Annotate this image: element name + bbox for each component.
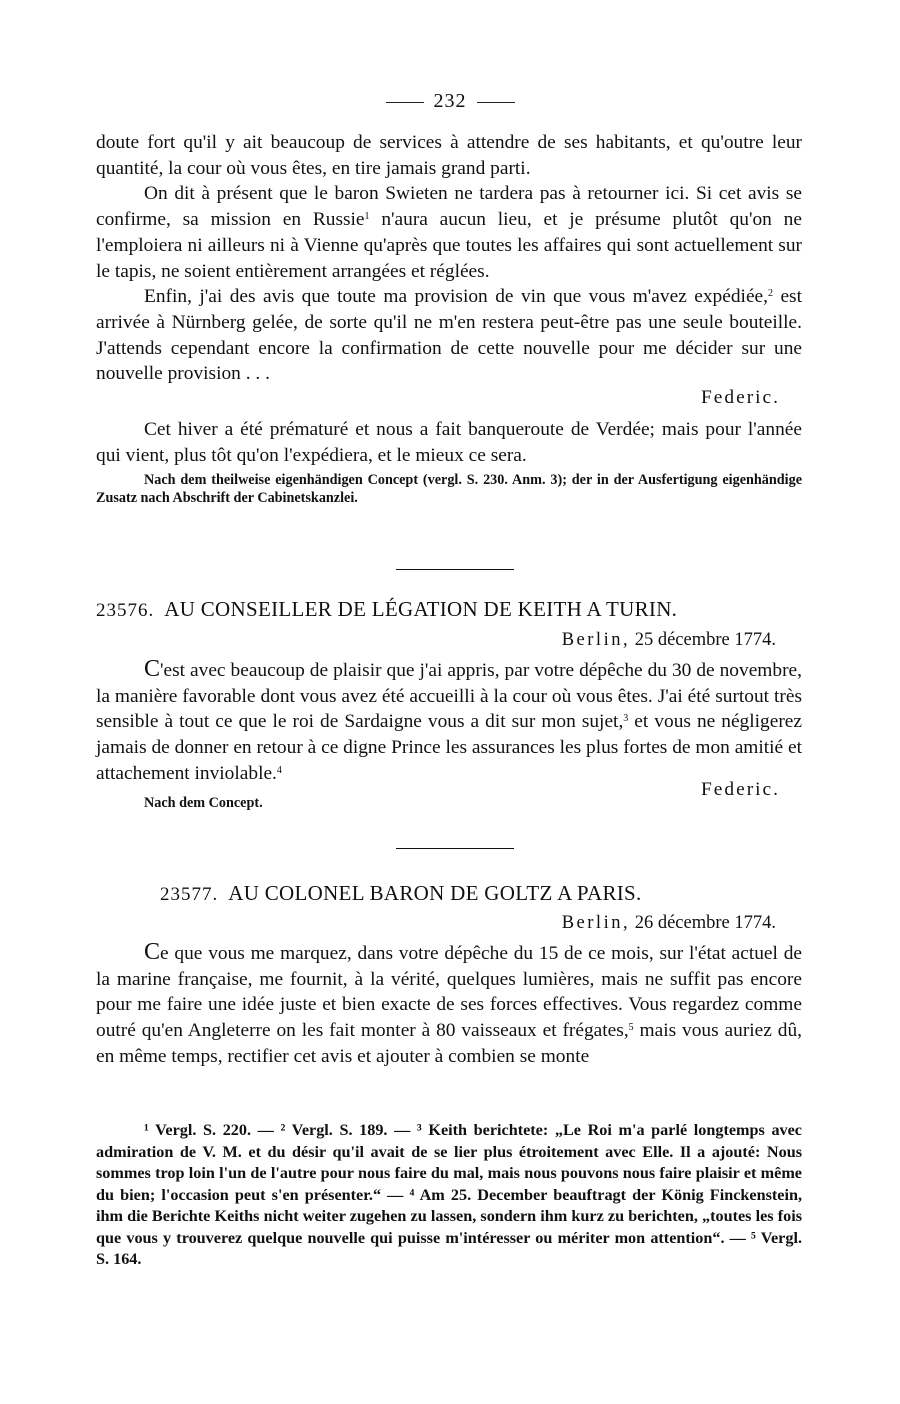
letter-text-b: et vous ne négligerez jamais de donner en retour à ce digne Prince les assurances les plus fortes de mon amitié et attachement inviolable. (96, 711, 803, 784)
initial-letter: C (144, 939, 161, 965)
footnote-ref-5: 5 (628, 1022, 634, 1034)
footnote-ref-2: 2 (768, 288, 773, 300)
postscript: Cet hiver a été prématuré et nous a fait banqueroute de Verdée; mais pour l'année qui vient, plus tôt qu'on l'expédiera, et le mieux ce sera. (96, 419, 802, 466)
letter-place: Berlin, (561, 630, 631, 650)
page-number (0, 90, 900, 113)
continuation-paragraph-1: doute fort qu'il y ait beaucoup de services à attendre de ses habitants, et qu'outre leur quantité, la cour où vous êtes, en tire jamais grand parti. (96, 132, 802, 179)
paragraph-2-text-b: n'aura aucun lieu, et je présume plutôt qu'on ne l'emploiera ni ailleurs ni à Vienne qu'après que toutes les affaires qui sont actuellement sur le tapis, ne soient entièrement arrangées et réglées. (96, 209, 802, 282)
letter-place: Berlin, (561, 913, 631, 933)
letter-heading-23576 (96, 597, 677, 622)
letter-text-a: e que vous me marquez, dans votre dépêche du 15 de ce mois, sur l'état actuel de la marine française, me fournit, à la vérité, quelques lumières, mais ne suffit pas encore pour me faire une idée juste et bien exacte de ses forces effectives. Vous regardez comme outré qu'en Angleterre on les fait monter à 80 vaisseaux et frégates, (96, 943, 802, 1042)
letter-paragraph (96, 940, 802, 1070)
paragraph-3-text-b: est arrivée à Nürnberg gelée, de sorte qu'il ne m'en restera peut-être pas une seule bouteille. J'attends cependant encore la confirmation de cette nouvelle pour me décider sur une nouvelle provision . . . (96, 286, 802, 385)
footnotes-text: ¹ Vergl. S. 220. — ² Vergl. S. 189. — ³ Keith berichtete: „Le Roi m'a parlé longtemps avec admiration de V. M. et du désir qu'il avait de se lier plus étroitement avec Elle. Il a ajouté: Nous sommes trop loin l'un de l'autre pour nous faire du mal, mais nous pouvons nous faire plaisir et même du bien; l'occasion peut s'en présenter.“ — ⁴ Am 25. December beauftragt der König Finckenstein, ihm die Berichte Keiths nicht weiter zugehen zu lassen, sondern ihm kurz zu berichten, „toutes les fois que vous y trouverez quelque nouvelle qui puisse m'intéresser ou mériter mon attention“. — ⁵ Vergl. S. 164. (96, 1121, 802, 1268)
section-divider (396, 569, 514, 570)
letter-text-b: mais vous auriez dû, en même temps, rectifier cet avis et ajouter à combien se monte (96, 1020, 802, 1067)
paragraph-3-text-a: Enfin, j'ai des avis que toute ma provision de vin que vous m'avez expédiée, (144, 286, 768, 308)
letter-number: 23576. (96, 600, 155, 621)
continuation-block (96, 130, 802, 507)
footnotes (96, 1120, 802, 1271)
letter-paragraph (96, 657, 802, 787)
page-number-dash-left (386, 102, 424, 103)
page-number-dash-right (477, 102, 515, 103)
letter-date-23576 (562, 630, 776, 651)
footnote-ref-1: 1 (364, 211, 370, 223)
signature: Federic. (701, 387, 780, 409)
letter-date-23577 (562, 913, 776, 934)
page-number-text: 232 (433, 90, 467, 112)
letter-number: 23577. (160, 884, 219, 905)
source-note: Nach dem Concept. (144, 794, 263, 811)
letter-title: AU CONSEILLER DE LÉGATION DE KEITH A TURIN. (164, 597, 678, 621)
letter-text-a: 'est avec beaucoup de plaisir que j'ai appris, par votre dépêche du 30 de novembre, la manière favorable dont vous avez été accueilli à la cour où vous êtes. J'ai été surtout très sensible à tout ce que le roi de Sardaigne vous a dit sur mon sujet, (96, 660, 802, 733)
letter-date: 26 décembre 1774. (634, 913, 776, 933)
signature: Federic. (701, 778, 780, 800)
source-note: Nach dem theilweise eigenhändigen Concept (vergl. S. 230. Anm. 3); der in der Ausfertigung eigenhändige Zusatz nach Abschrift der Cabinetskanzlei. (96, 472, 802, 506)
letter-body-23577 (96, 940, 802, 1070)
continuation-paragraph-3 (96, 284, 802, 387)
letter-body-23576 (96, 657, 802, 812)
footnote-ref-4: 4 (276, 764, 282, 776)
paragraph-2-text-a: On dit à présent que le baron Swieten ne tardera pas à retourner ici. Si cet avis se confirme, sa mission en Russie (96, 183, 802, 231)
letter-heading-23577 (160, 881, 642, 906)
continuation-paragraph-2 (96, 181, 802, 284)
initial-letter: C (144, 656, 161, 682)
letter-title: AU COLONEL BARON DE GOLTZ A PARIS. (228, 881, 642, 905)
letter-date: 25 décembre 1774. (634, 630, 776, 650)
footnote-ref-3: 3 (623, 713, 629, 725)
section-divider (396, 848, 514, 849)
